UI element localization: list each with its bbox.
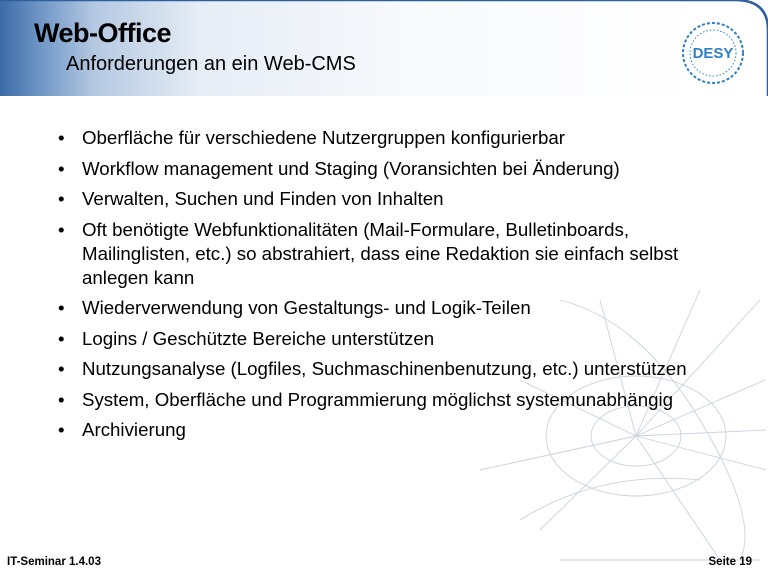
bullet-item xyxy=(58,126,738,150)
footer-page-number: Seite 19 xyxy=(708,556,752,568)
bullet-item xyxy=(58,418,738,442)
bullet-text: System, Oberfläche und Programmierung möglichst systemunabhängig xyxy=(82,388,674,410)
bullet-text: Archivierung xyxy=(82,419,186,440)
bullet-text: Logins / Geschützte Bereiche unterstützen xyxy=(82,327,435,349)
bullet-item xyxy=(58,187,738,211)
bullet-symbol: • xyxy=(58,358,65,379)
bullet-item xyxy=(58,218,738,290)
bullet-list xyxy=(58,126,738,449)
slide-subtitle: Anforderungen an ein Web-CMS xyxy=(66,53,356,75)
footer-event-label: IT-Seminar 1.4.03 xyxy=(7,556,101,568)
bullet-symbol: • xyxy=(58,419,65,440)
bullet-item xyxy=(58,388,738,412)
bullet-text: Oft benötigte Webfunktionalitäten (Mail-Formulare, Bulletinboards, Mailinglisten, etc.) so abstrahiert, dass eine Redaktion sie einfach selbst anlegen kann xyxy=(82,218,679,288)
bullet-item xyxy=(58,296,738,320)
slide-title: Web-Office xyxy=(34,18,172,48)
logo-text: DESY xyxy=(692,45,734,62)
bullet-symbol: • xyxy=(58,127,65,148)
bullet-text: Nutzungsanalyse (Logfiles, Suchmaschinenbenutzung, etc.) unterstützen xyxy=(82,358,687,379)
bullet-symbol: • xyxy=(58,388,65,410)
bullet-text: Wiederverwendung von Gestaltungs- und Logik-Teilen xyxy=(82,297,531,318)
bullet-symbol: • xyxy=(58,218,65,240)
bullet-symbol: • xyxy=(58,327,65,349)
desy-logo-icon xyxy=(680,20,746,86)
bullet-item xyxy=(58,357,738,381)
bullet-text: Workflow management und Staging (Voransichten bei Änderung) xyxy=(82,157,620,179)
bullet-symbol: • xyxy=(58,297,65,318)
bullet-symbol: • xyxy=(58,188,65,209)
bullet-text: Verwalten, Suchen und Finden von Inhalten xyxy=(82,188,444,209)
bullet-symbol: • xyxy=(58,157,65,179)
bullet-item xyxy=(58,157,738,181)
bullet-item xyxy=(58,327,738,351)
bullet-text: Oberfläche für verschiedene Nutzergruppen konfigurierbar xyxy=(82,127,566,148)
